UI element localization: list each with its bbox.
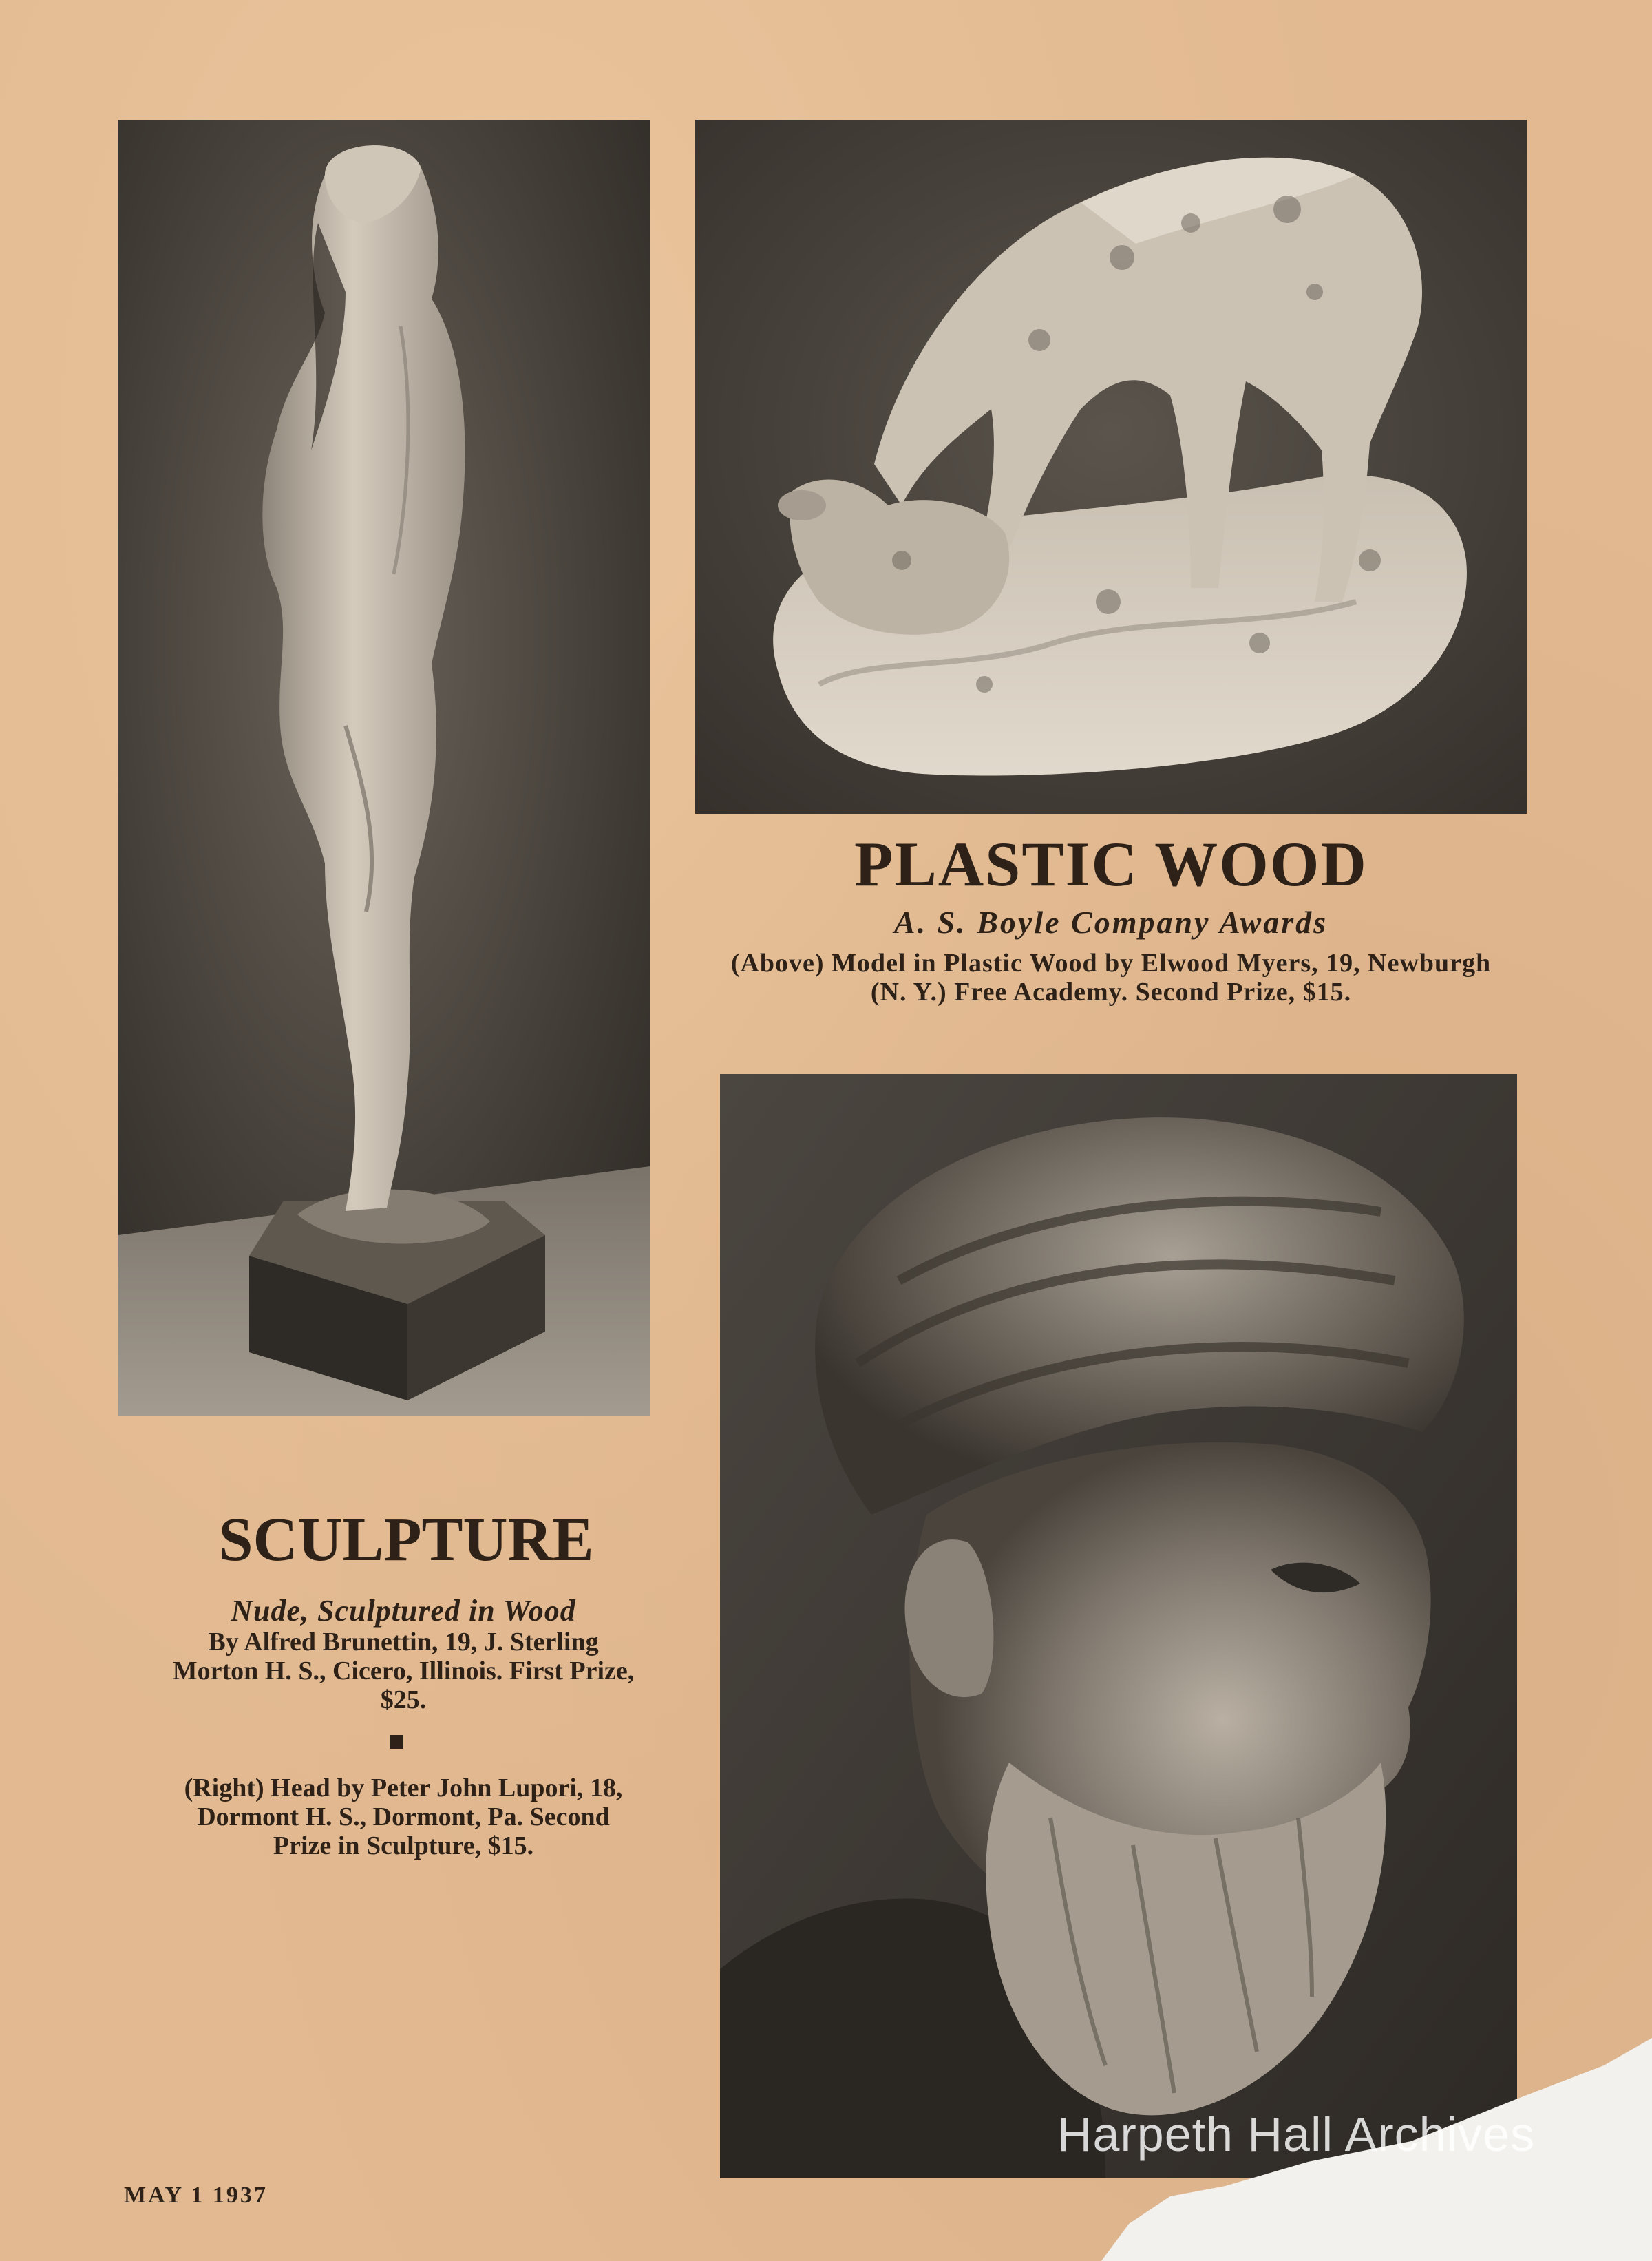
sculpture-subtitle: Nude, Sculptured in Wood xyxy=(231,1594,576,1628)
plastic-wood-caption: (Above) Model in Plastic Wood by Elwood Myers, 19, Newburgh (N. Y.) Free Academy. Second Prize, $15. xyxy=(730,949,1492,1007)
sculpture-caption: By Alfred Brunettin, 19, J. Sterling Morton H. S., Cicero, Illinois. First Prize, $25. xyxy=(172,1628,635,1714)
plastic-wood-subtitle: A. S. Boyle Company Awards xyxy=(893,905,1328,940)
sculpture-title: SCULPTURE xyxy=(218,1506,594,1574)
archive-watermark: Harpeth Hall Archives xyxy=(1057,2107,1536,2161)
plastic-wood-title: PLASTIC WOOD xyxy=(854,829,1368,899)
sculpture-second-caption: (Right) Head by Peter John Lupori, 18, Dormont H. S., Dormont, Pa. Second Prize in Sculpture, $15. xyxy=(184,1774,623,1860)
issue-date: MAY 1 1937 xyxy=(124,2183,268,2208)
